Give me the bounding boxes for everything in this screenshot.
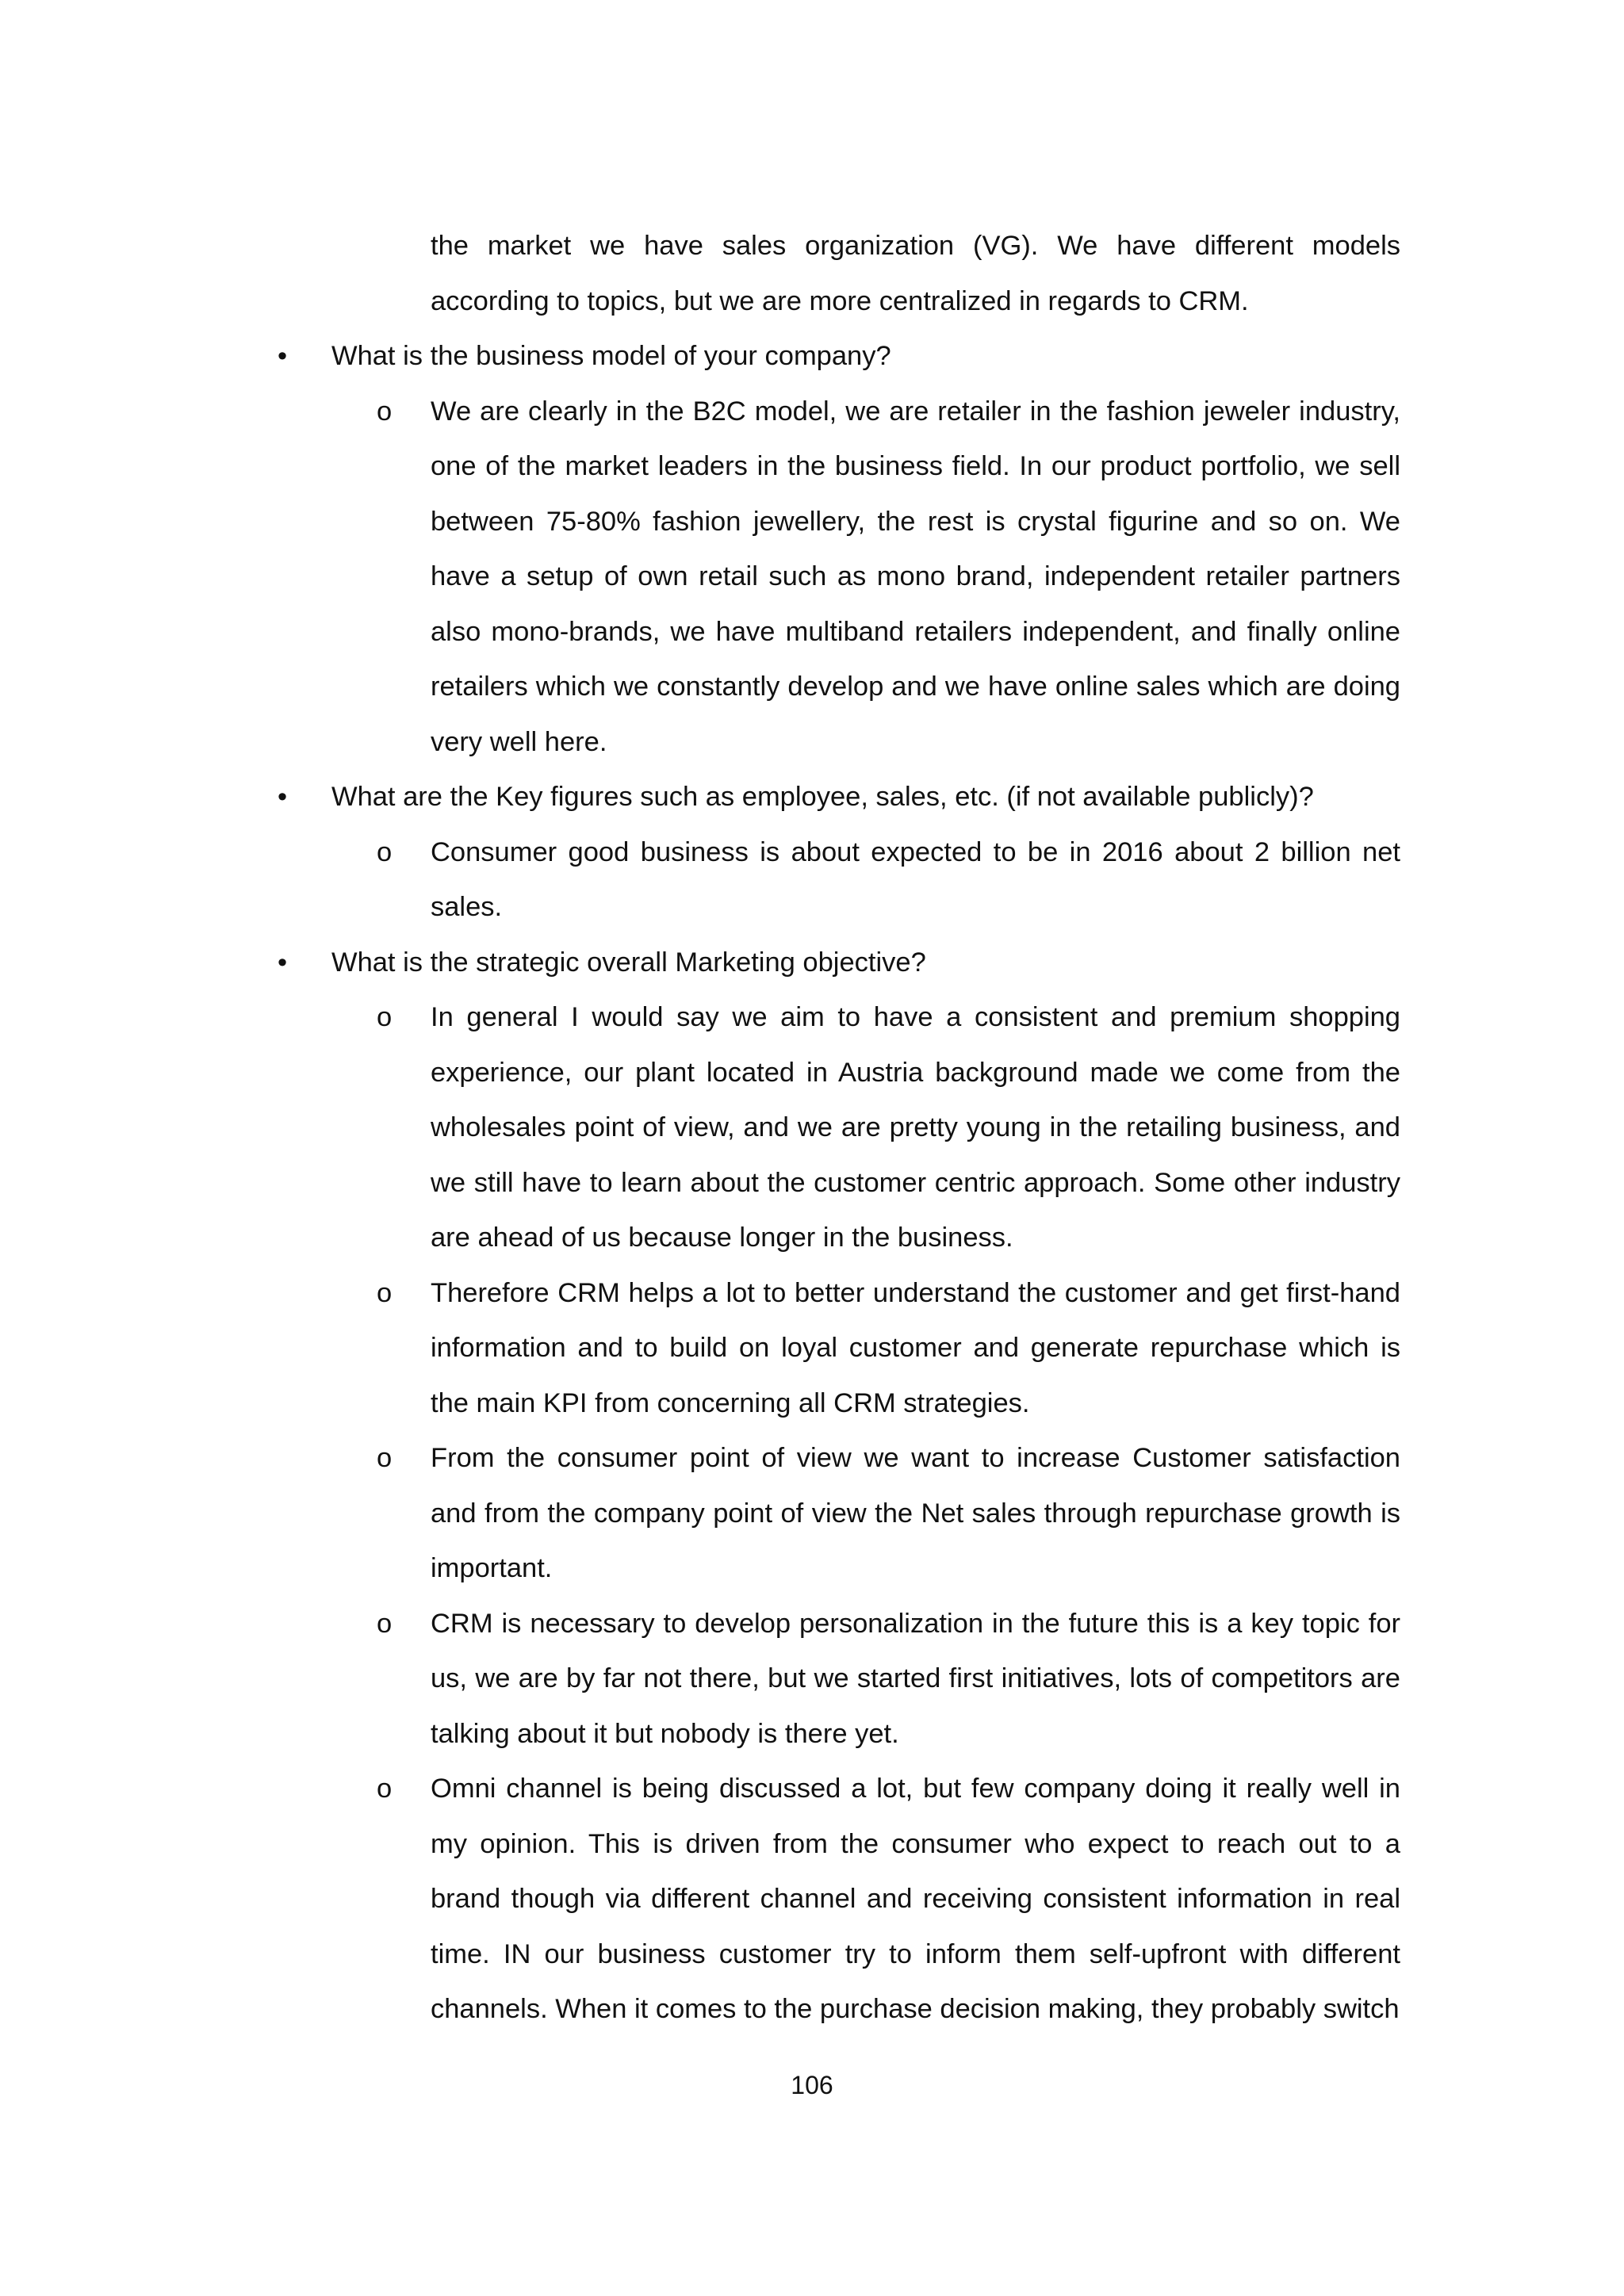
sub-bullet-icon: o (377, 1277, 393, 1308)
answer-item (377, 990, 1400, 1266)
answer-text: From the consumer point of view we want to increase Customer satisfaction and from the company point of view the Net sales through repurchase growth is important. (431, 1443, 1400, 1583)
answer-text: In general I would say we aim to have a consistent and premium shopping experience, our plant located in Austria background made we come from the wholesales point of view, and we are pretty young in the retailing business, and we still have to learn about the customer centric approach. Some other industry are ahead of us because longer in the business. (431, 1002, 1400, 1253)
question-text: What is the strategic overall Marketing objective? (331, 947, 926, 978)
sub-bullet-icon: o (377, 1443, 393, 1473)
answer-item (377, 1597, 1400, 1762)
question-text: What are the Key figures such as employee, sales, etc. (if not available publicly)? (331, 782, 1314, 812)
sub-bullet-icon: o (377, 1608, 393, 1639)
question-text: What is the business model of your company? (331, 341, 891, 371)
answer-item (377, 1431, 1400, 1597)
answer-item (377, 1762, 1400, 2038)
question-item (278, 770, 1404, 825)
bullet-icon: • (278, 341, 288, 371)
bullet-icon: • (278, 947, 288, 978)
bullet-icon: • (278, 782, 288, 812)
answer-text: CRM is necessary to develop personalization in the future this is a key topic for us, we are by far not there, but we started first initiatives, lots of competitors are talking about it but nobody is there yet. (431, 1608, 1400, 1749)
answer-text: Therefore CRM helps a lot to better understand the customer and get first-hand information and to build on loyal customer and generate repurchase which is the main KPI from concerning all CRM strategies. (431, 1277, 1400, 1418)
question-item (278, 936, 1404, 991)
answer-text: Omni channel is being discussed a lot, but few company doing it really well in my opinion. This is driven from the consumer who expect to reach out to a brand though via different channel and receiving consistent information in real time. IN our business customer try to inform them self-upfront with different channels. When it comes to the purchase decision making, they probably switch (431, 1774, 1400, 2024)
answer-text: Consumer good business is about expected to be in 2016 about 2 billion net sales. (431, 836, 1400, 922)
question-item (278, 329, 1404, 385)
sub-bullet-icon: o (377, 836, 393, 867)
sub-bullet-icon: o (377, 396, 393, 427)
page-body (278, 219, 1404, 2038)
continued-paragraph: the market we have sales organization (VG). We have different models according to topics, but we are more centralized in regards to CRM. (431, 231, 1400, 316)
page-number: 106 (791, 2071, 833, 2099)
sub-bullet-icon: o (377, 1002, 393, 1032)
sub-bullet-icon: o (377, 1774, 393, 1804)
answer-text: We are clearly in the B2C model, we are retailer in the fashion jeweler industry, one of the market leaders in the business field. In our product portfolio, we sell between 75-80% fashion jewellery, the rest is crystal figurine and so on. We have a setup of own retail such as mono brand, independent retailer partners also mono-brands, we have multiband retailers independent, and finally online retailers which we constantly develop and we have online sales which are doing very well here. (431, 396, 1400, 757)
answer-item (377, 1266, 1400, 1432)
answer-item (377, 825, 1400, 936)
answer-item (377, 385, 1400, 771)
